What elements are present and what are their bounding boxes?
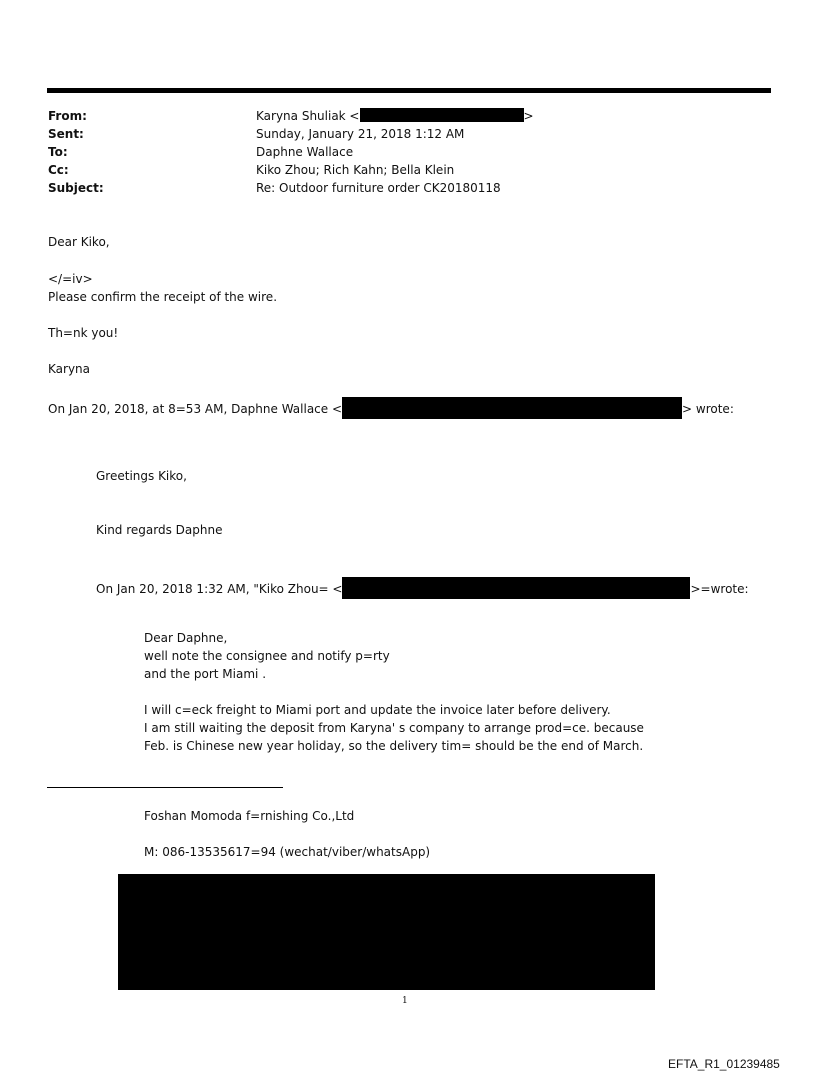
page-number: 1 [402,996,408,1006]
greetings-text: Greetings Kiko, [96,469,187,483]
to-value: Daphne Wallace [256,145,354,159]
subject-label: Subject: [48,181,104,195]
quote-header-1-end: > wrote: [682,402,734,416]
artifact-text: </=iv> [48,272,93,286]
kind-regards-text: Kind regards Daphne [96,523,223,537]
redaction-box [360,108,524,122]
redaction-box [342,577,690,599]
quote-header-2-text: On Jan 20, 2018 1:32 AM, "Kiko Zhou= < [96,582,343,596]
quote-header-1 [48,397,734,419]
quote-header-1-text: On Jan 20, 2018, at 8=53 AM, Daphne Wallace < [48,402,343,416]
inner-paragraph-line-3: Feb. is Chinese new year holiday, so the delivery tim= should be the end of March. [144,739,644,753]
from-label: From: [48,109,87,123]
confirm-text: Please confirm the receipt of the wire. [48,290,278,304]
quote-header-2 [96,577,749,599]
inner-salutation: Dear Daphne, [144,631,228,645]
inner-paragraph-line-1: I will c=eck freight to Miami port and update the invoice later before delivery. [144,703,611,717]
sent-label: Sent: [48,127,84,141]
redaction-block [118,874,655,990]
company-name: Foshan Momoda f=rnishing Co.,Ltd [144,809,355,823]
cc-value: Kiko Zhou; Rich Kahn; Bella Klein [256,163,455,177]
signature-text: Karyna [48,362,91,376]
from-value [256,108,534,124]
signature-rule [47,787,283,788]
to-label: To: [48,145,68,159]
document-id: EFTA_R1_01239485 [668,1057,780,1071]
from-value-end: > [523,109,534,123]
cc-label: Cc: [48,163,69,177]
header-rule [47,88,771,93]
sent-value: Sunday, January 21, 2018 1:12 AM [256,127,465,141]
redaction-box [342,397,682,419]
thanks-text: Th=nk you! [48,326,119,340]
mobile-number: M: 086-13535617=94 (wechat/viber/whatsApp) [144,845,431,859]
from-name: Karyna Shuliak < [256,109,360,123]
inner-line-1: well note the consignee and notify p=rty [144,649,390,663]
greeting: Dear Kiko, [48,235,110,249]
inner-line-2: and the port Miami . [144,667,267,681]
inner-paragraph-line-2: I am still waiting the deposit from Karyna' s company to arrange prod=ce. because [144,721,644,735]
subject-value: Re: Outdoor furniture order CK20180118 [256,181,501,195]
quote-header-2-end: >=wrote: [690,582,749,596]
